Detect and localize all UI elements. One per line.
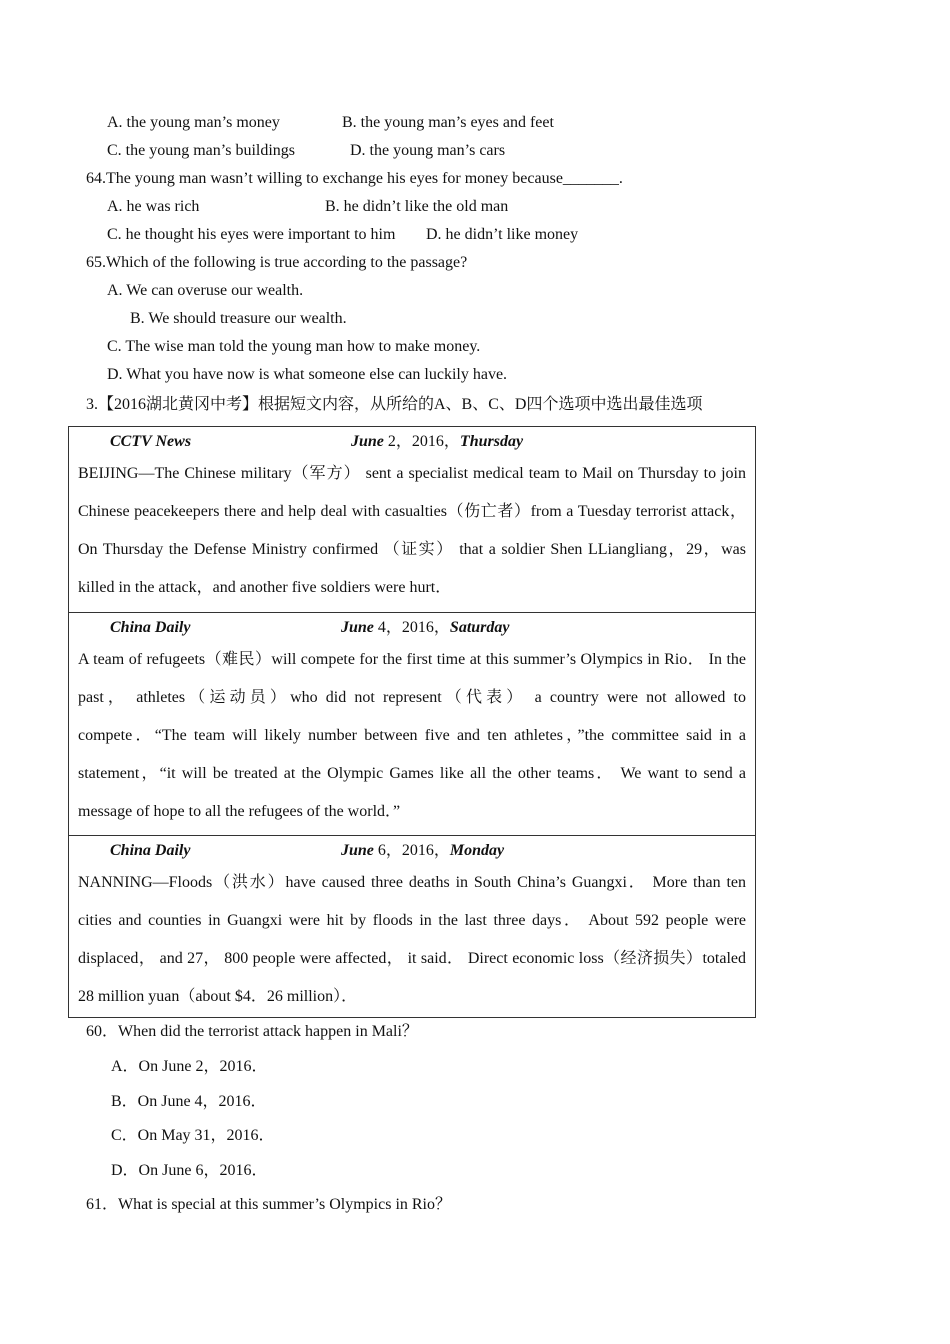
q64-option-a: A. he was rich xyxy=(107,198,200,215)
news-item-china-daily-2 xyxy=(69,835,755,1017)
q61-question: 61．What is special at this summer’s Olympics in Rio？ xyxy=(86,1196,452,1213)
q65-option-c: C. The wise man told the young man how to make money. xyxy=(107,338,481,355)
news-table xyxy=(68,426,756,1018)
q65-option-a: A. We can overuse our wealth. xyxy=(107,282,304,299)
q60-option-c: C．On May 31，2016． xyxy=(111,1127,275,1144)
q63-option-d: D. the young man’s cars xyxy=(350,142,506,159)
news-source: China Daily xyxy=(110,842,191,859)
section-heading: 3.【2016湖北黄冈中考】根据短文内容，从所给的A、B、C、D四个选项中选出最佳选项 xyxy=(86,396,703,413)
news-header xyxy=(78,613,746,643)
q60-question: 60．When did the terrorist attack happen in Mali？ xyxy=(86,1023,418,1040)
q65-question: 65.Which of the following is true according to the passage? xyxy=(86,254,468,271)
news-header xyxy=(78,427,746,457)
q64-option-c: C. he thought his eyes were important to him xyxy=(107,226,396,243)
q64-question: 64.The young man wasn’t willing to exchange his eyes for money because_______. xyxy=(86,170,623,187)
news-item-cctv xyxy=(69,427,755,612)
news-body: BEIJING—The Chinese military（军方） sent a specialist medical team to Mail on Thursday to join Chinese peacekeepers there and help deal with casualties（伤亡者）from a Tuesday terrorist attack， On Thursday the Defense Ministry confirmed （证实） that a soldier Shen LLiangliang，29，was killed in the attack，and another five soldiers were hurt． xyxy=(78,465,746,596)
q64-option-d: D. he didn’t like money xyxy=(426,226,579,243)
news-date: June 4，2016，Saturday xyxy=(341,619,510,636)
news-body: NANNING—Floods（洪水）have caused three deaths in South China’s Guangxi． More than ten cities and counties in Guangxi were hit by floods in the last three days． About 592 people were displaced， and 27， 800 people were affected， it said． Direct economic loss（经济损失）totaled 28 million yuan（about $4．26 million）． xyxy=(78,874,746,1005)
news-date: June 6，2016，Monday xyxy=(341,842,505,859)
q63-option-a: A. the young man’s money xyxy=(107,114,280,131)
news-body: A team of refugeets（难民）will compete for the first time at this summer’s Olympics in Rio． In the past， athletes（运动员）who did not represent（代表） a country were not allowed to compete．“The team will likely number between five and ten athletes，”the committee said in a statement，“it will be treated at the Olympic Games like all the other teams． We want to send a message of hope to all the refugees of the world．” xyxy=(78,651,746,820)
q60-option-a: A．On June 2，2016． xyxy=(111,1058,268,1075)
news-date: June 2，2016，Thursday xyxy=(351,433,524,450)
q65-option-b: B. We should treasure our wealth. xyxy=(130,310,347,327)
q65-option-d: D. What you have now is what someone else can luckily have. xyxy=(107,366,508,383)
q60-option-d: D．On June 6，2016． xyxy=(111,1162,268,1179)
news-source: China Daily xyxy=(110,619,191,636)
q60-option-b: B．On June 4，2016． xyxy=(111,1093,267,1110)
news-header xyxy=(78,836,746,866)
q64-option-b: B. he didn’t like the old man xyxy=(325,198,509,215)
news-item-china-daily-1 xyxy=(69,612,755,835)
news-source: CCTV News xyxy=(110,433,192,450)
q63-option-c: C. the young man’s buildings xyxy=(107,142,295,159)
q63-option-b: B. the young man’s eyes and feet xyxy=(342,114,554,131)
